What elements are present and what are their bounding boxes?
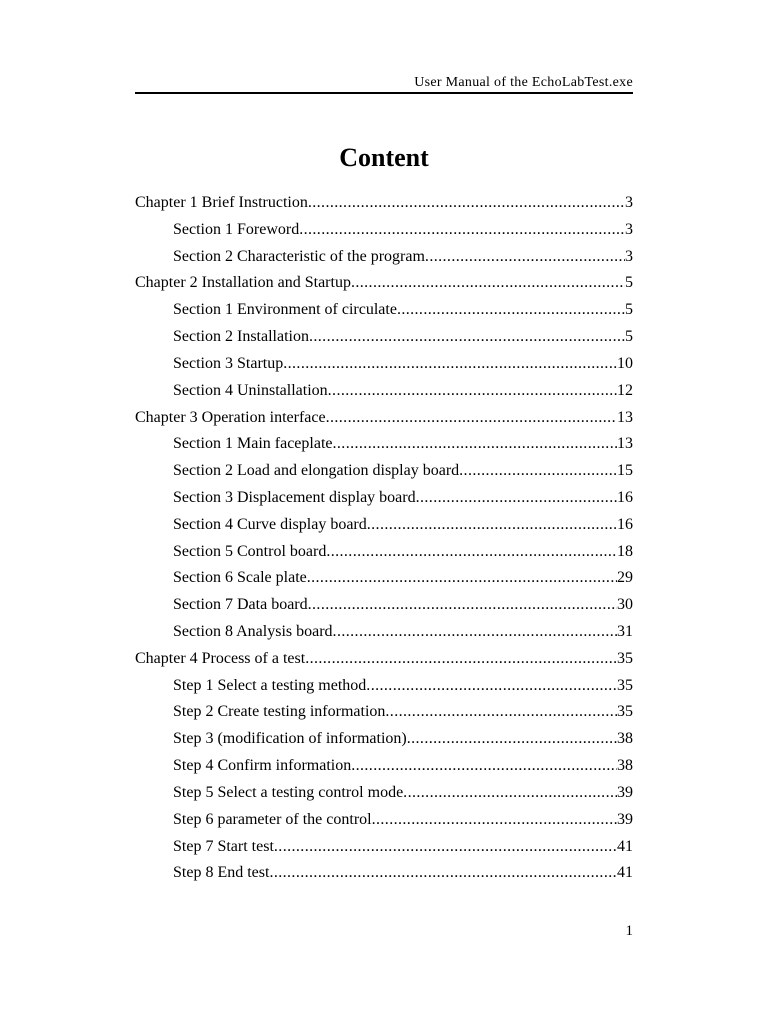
toc-entry-page-number: 41 bbox=[617, 837, 633, 855]
toc-entry-page-number: 41 bbox=[617, 864, 633, 882]
toc-entry-page-number: 3 bbox=[625, 194, 633, 211]
toc-entry-label: Section 2 Installation bbox=[173, 328, 309, 346]
toc-entry-label: Section 5 Control board bbox=[173, 542, 327, 560]
toc-dot-leader bbox=[367, 512, 617, 539]
toc-dot-leader bbox=[307, 565, 617, 592]
toc-dot-leader bbox=[269, 860, 617, 887]
toc-entry-label: Section 8 Analysis board bbox=[173, 623, 333, 640]
toc-entry-label: Step 3 (modification of information) bbox=[173, 730, 407, 748]
toc-chapter-entry[interactable] bbox=[135, 405, 633, 432]
toc-entry-page-number: 15 bbox=[617, 462, 633, 480]
toc-dot-leader bbox=[351, 270, 625, 297]
toc-entry-label: Chapter 2 Installation and Startup bbox=[135, 274, 351, 292]
toc-section-entry[interactable] bbox=[135, 485, 633, 512]
toc-dot-leader bbox=[407, 726, 617, 753]
toc-section-entry[interactable] bbox=[135, 699, 633, 726]
toc-entry-label: Section 1 Foreword bbox=[173, 220, 300, 238]
toc-dot-leader bbox=[328, 378, 617, 405]
toc-entry-label: Step 8 End test bbox=[173, 864, 270, 882]
toc-entry-page-number: 5 bbox=[625, 274, 633, 292]
toc-entry-label: Section 4 Uninstallation bbox=[173, 381, 328, 399]
toc-entry-page-number: 38 bbox=[617, 730, 633, 748]
toc-chapter-entry[interactable] bbox=[135, 190, 633, 217]
toc-dot-leader bbox=[403, 780, 617, 807]
toc-entry-page-number: 3 bbox=[625, 247, 633, 265]
toc-section-entry[interactable] bbox=[135, 592, 633, 619]
toc-section-entry[interactable] bbox=[135, 753, 633, 780]
toc-entry-page-number: 12 bbox=[617, 381, 633, 399]
toc-entry-label: Chapter 1 Brief Instruction bbox=[135, 194, 308, 211]
toc-dot-leader bbox=[308, 592, 617, 619]
toc-entry-page-number: 16 bbox=[617, 515, 633, 533]
toc-entry-label: Section 2 Load and elongation display board bbox=[173, 462, 460, 480]
toc-section-entry[interactable] bbox=[135, 297, 633, 324]
toc-section-entry[interactable] bbox=[135, 565, 633, 592]
toc-dot-leader bbox=[333, 431, 618, 458]
toc-entry-page-number: 30 bbox=[617, 596, 633, 614]
toc-entry-label: Step 7 Start test bbox=[173, 837, 274, 855]
toc-entry-label: Section 2 Characteristic of the program bbox=[173, 247, 425, 265]
toc-entry-page-number: 16 bbox=[617, 488, 633, 506]
toc-section-entry[interactable] bbox=[135, 834, 633, 861]
toc-entry-page-number: 35 bbox=[617, 703, 633, 721]
toc-section-entry[interactable] bbox=[135, 431, 633, 458]
running-header: User Manual of the EchoLabTest.exe bbox=[414, 75, 633, 90]
toc-entry-label: Section 1 Environment of circulate bbox=[173, 301, 397, 319]
toc-section-entry[interactable] bbox=[135, 539, 633, 566]
toc-dot-leader bbox=[372, 807, 617, 834]
toc-entry-page-number: 31 bbox=[617, 623, 633, 640]
toc-dot-leader bbox=[326, 539, 617, 566]
toc-section-entry[interactable] bbox=[135, 512, 633, 539]
toc-dot-leader bbox=[283, 351, 617, 378]
toc-dot-leader bbox=[425, 244, 625, 271]
toc-dot-leader bbox=[274, 834, 617, 861]
toc-entry-label: Step 6 parameter of the control bbox=[173, 810, 372, 828]
toc-entry-label: Section 3 Displacement display board bbox=[173, 488, 416, 506]
toc-entry-page-number: 10 bbox=[617, 354, 633, 372]
toc-entry-label: Chapter 4 Process of a test bbox=[135, 649, 306, 667]
toc-dot-leader bbox=[397, 297, 625, 324]
toc-chapter-entry[interactable] bbox=[135, 646, 633, 673]
toc-entry-label: Step 1 Select a testing method bbox=[173, 676, 367, 694]
toc-section-entry[interactable] bbox=[135, 673, 633, 700]
toc-section-entry[interactable] bbox=[135, 217, 633, 244]
toc-section-entry[interactable] bbox=[135, 860, 633, 887]
toc-entry-label: Section 3 Startup bbox=[173, 354, 284, 372]
toc-entry-page-number: 3 bbox=[625, 220, 633, 238]
toc-section-entry[interactable] bbox=[135, 324, 633, 351]
toc-entry-page-number: 35 bbox=[617, 649, 633, 667]
toc-entry-label: Chapter 3 Operation interface bbox=[135, 408, 326, 426]
toc-section-entry[interactable] bbox=[135, 458, 633, 485]
toc-section-entry[interactable] bbox=[135, 726, 633, 753]
toc-section-entry[interactable] bbox=[135, 351, 633, 378]
toc-dot-leader bbox=[326, 405, 617, 432]
page-title: Content bbox=[339, 143, 429, 172]
toc-entry-page-number: 38 bbox=[617, 757, 633, 775]
toc-entry-page-number: 18 bbox=[617, 542, 633, 560]
toc-entry-label: Section 7 Data board bbox=[173, 596, 308, 614]
toc-entry-label: Section 4 Curve display board bbox=[173, 515, 367, 533]
toc-entry-page-number: 5 bbox=[625, 301, 633, 319]
toc-entry-label: Step 5 Select a testing control mode bbox=[173, 783, 404, 801]
toc-dot-leader bbox=[309, 324, 625, 351]
toc-entry-label: Section 1 Main faceplate bbox=[173, 435, 333, 453]
toc-chapter-entry[interactable] bbox=[135, 270, 633, 297]
toc-section-entry[interactable] bbox=[135, 807, 633, 834]
toc-dot-leader bbox=[416, 485, 617, 512]
header-rule bbox=[135, 92, 633, 94]
toc-dot-leader bbox=[385, 699, 617, 726]
toc-section-entry[interactable] bbox=[135, 619, 633, 646]
toc-section-entry[interactable] bbox=[135, 780, 633, 807]
toc-entry-page-number: 5 bbox=[625, 328, 633, 346]
toc-entry-label: Section 6 Scale plate bbox=[173, 569, 307, 587]
toc-dot-leader bbox=[351, 753, 617, 780]
toc-entry-label: Step 2 Create testing information bbox=[173, 703, 386, 721]
toc-entry-page-number: 13 bbox=[617, 408, 633, 426]
toc-dot-leader bbox=[308, 190, 625, 217]
toc-dot-leader bbox=[333, 619, 617, 646]
toc-dot-leader bbox=[459, 458, 617, 485]
toc-dot-leader bbox=[299, 217, 625, 244]
page-number: 1 bbox=[625, 923, 633, 939]
table-of-contents bbox=[135, 190, 633, 887]
toc-section-entry[interactable] bbox=[135, 244, 633, 271]
toc-entry-page-number: 13 bbox=[617, 435, 633, 453]
toc-entry-page-number: 39 bbox=[617, 783, 633, 801]
toc-entry-label: Step 4 Confirm information bbox=[173, 757, 352, 775]
toc-entry-page-number: 29 bbox=[617, 569, 633, 587]
toc-dot-leader bbox=[366, 673, 617, 700]
toc-section-entry[interactable] bbox=[135, 378, 633, 405]
toc-entry-page-number: 35 bbox=[617, 676, 633, 694]
toc-entry-page-number: 39 bbox=[617, 810, 633, 828]
toc-dot-leader bbox=[305, 646, 617, 673]
